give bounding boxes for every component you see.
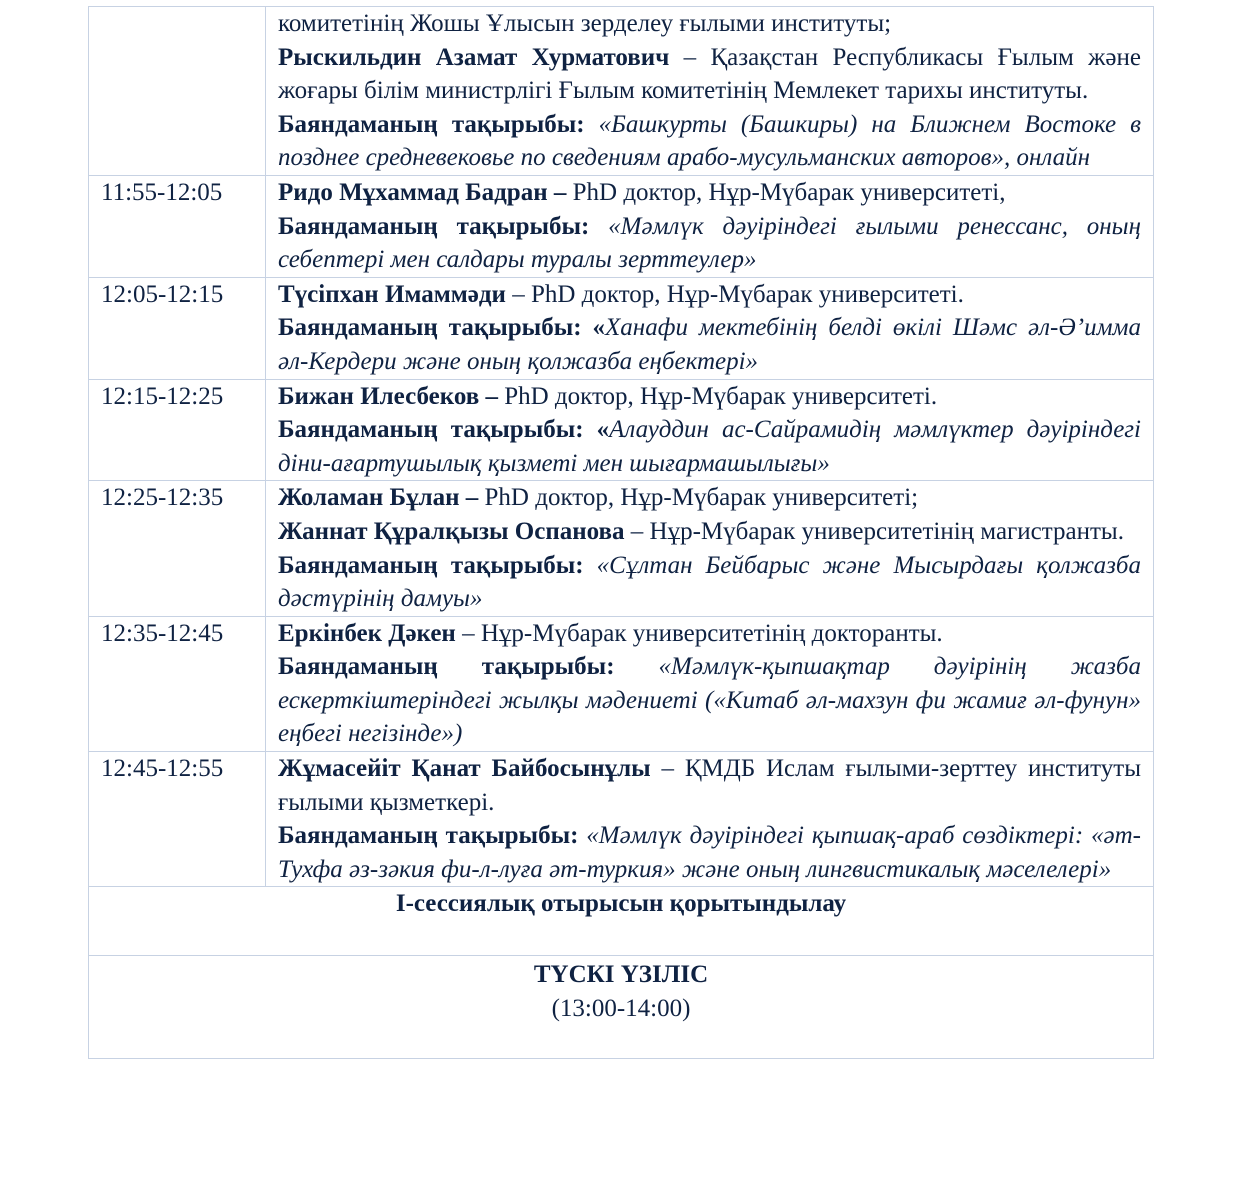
program-row — [89, 175, 1154, 277]
speaker-entry — [278, 752, 1141, 819]
program-row — [89, 481, 1154, 616]
speaker-entry — [278, 176, 1141, 210]
topic-label: Баяндаманың тақырыбы: « — [278, 416, 610, 444]
time-cell — [89, 481, 266, 616]
program-row — [89, 277, 1154, 379]
speaker-cell — [266, 379, 1154, 481]
speaker-name: Жұмасейіт Қанат Байбосынұлы — [278, 755, 651, 783]
speaker-name: Бижан Илесбеков – — [278, 382, 505, 410]
speaker-cell — [266, 481, 1154, 616]
speaker-entry — [278, 41, 1141, 108]
speaker-affiliation: – PhD доктор, Нұр-Мүбарак университеті. — [505, 280, 964, 308]
time-slot: 12:45-12:55 — [101, 755, 224, 783]
report-topic — [278, 819, 1141, 886]
lunch-time: (13:00-14:00) — [551, 995, 691, 1023]
topic-title: «Мәмлүк-қыпшақтар дәуірінің жазба ескерткіштеріндегі жылқы мәдениеті («Китаб әл-махзун фи жамиғ әл-фунун» еңбегі негізінде») — [278, 653, 1141, 748]
time-cell — [89, 379, 266, 481]
speaker-name: Түсіпхан Имаммәди — [278, 280, 506, 308]
speaker-name: Ридо Мұхаммад Бадран – — [278, 178, 573, 206]
speaker-name: Еркінбек Дәкен — [278, 619, 456, 647]
report-topic — [278, 311, 1141, 378]
topic-label: Баяндаманың тақырыбы: — [278, 653, 615, 681]
speaker-entry — [278, 380, 1141, 414]
speaker-entry — [278, 278, 1141, 312]
speaker-affiliation: – Қазақстан Республикасы Ғылым және жоғары білім министрлігі Ғылым комитетінің Мемлекет тарихы институты. — [278, 43, 1141, 105]
topic-title: «Мәмлүк дәуіріндегі қыпшақ-араб сөздіктері: «әт-Тухфа әз-зәкия фи-л-луға әт-туркия» және оның лингвистикалық мәселелері» — [278, 822, 1141, 883]
time-slot: 12:25-12:35 — [101, 484, 224, 512]
report-topic — [278, 549, 1141, 616]
topic-label: Баяндаманың тақырыбы: — [278, 212, 590, 240]
report-topic — [278, 413, 1141, 480]
report-topic — [278, 210, 1141, 277]
affiliation-text — [278, 7, 1141, 41]
speaker-affiliation: PhD доктор, Нұр-Мүбарак университеті; — [484, 484, 919, 512]
speaker-affiliation: – Нұр-Мүбарак университетінің докторанты. — [455, 619, 943, 647]
program-row — [89, 752, 1154, 887]
time-cell — [89, 7, 266, 176]
lunch-title: ТҮСКІ ҮЗІЛІС — [533, 961, 709, 989]
speaker-cell — [266, 616, 1154, 751]
time-cell — [89, 616, 266, 751]
plain-text: комитетінің Жошы Ұлысын зерделеу ғылыми институты; — [278, 10, 892, 37]
topic-title: Ханафи мектебінің белді өкілі Шәмс әл-Ә’имма әл-Кердери және оның қолжазба еңбектері» — [278, 314, 1141, 375]
topic-label: Баяндаманың тақырыбы: « — [278, 314, 606, 342]
time-cell — [89, 752, 266, 887]
closing-title: І-сессиялық отырысын қорытындылау — [395, 890, 847, 918]
program-row — [89, 616, 1154, 751]
speaker-entry — [278, 481, 1141, 515]
time-cell — [89, 175, 266, 277]
topic-label: Баяндаманың тақырыбы: — [278, 822, 579, 850]
topic-title: Алауддин ас-Сайрамидің мәмлүктер дәуіріндегі діни-ағартушылық қызметі мен шығармашылығы» — [278, 416, 1141, 477]
topic-label: Баяндаманың тақырыбы: — [278, 551, 584, 579]
speaker-affiliation: PhD доктор, Нұр-Мүбарак университеті. — [504, 382, 938, 410]
speaker-cell — [266, 752, 1154, 887]
topic-label: Баяндаманың тақырыбы: — [278, 110, 585, 138]
program-rows — [89, 7, 1154, 887]
speaker-name: Рыскильдин Азамат Хурматович — [278, 43, 670, 71]
speaker-name: Жоламан Бұлан – — [278, 484, 485, 512]
closing-cell — [89, 887, 1154, 956]
topic-title: «Башкурты (Башкиры) на Ближнем Востоке в позднее средневековье по сведениям арабо-мусульманских авторов», онлайн — [278, 110, 1141, 172]
speaker-cell — [266, 7, 1154, 176]
report-topic — [278, 650, 1141, 751]
time-slot: 12:35-12:45 — [101, 619, 224, 647]
lunch-cell — [89, 956, 1154, 1059]
time-slot: 12:15-12:25 — [101, 382, 224, 410]
speaker-affiliation: – Нұр-Мүбарак университетінің магистранты. — [624, 517, 1124, 545]
program-table — [88, 6, 1154, 1059]
speaker-cell — [266, 175, 1154, 277]
speaker-entry — [278, 515, 1141, 549]
speaker-entry — [278, 617, 1141, 651]
lunch-row — [89, 956, 1154, 1059]
report-topic — [278, 108, 1141, 175]
time-cell — [89, 277, 266, 379]
program-row — [89, 7, 1154, 176]
time-slot: 11:55-12:05 — [101, 178, 223, 206]
topic-title: «Сұлтан Бейбарыс және Мысырдағы қолжазба дәстүрінің дамуы» — [278, 551, 1141, 613]
topic-title: «Мәмлүк дәуіріндегі ғылыми ренессанс, оның себептері мен салдары туралы зерттеулер» — [278, 212, 1141, 274]
speaker-name: Жаннат Құралқызы Оспанова — [278, 517, 625, 545]
program-row — [89, 379, 1154, 481]
speaker-cell — [266, 277, 1154, 379]
speaker-affiliation: – ҚМДБ Ислам ғылыми-зерттеу институты ғылыми қызметкері. — [278, 755, 1141, 816]
closing-row — [89, 887, 1154, 956]
time-slot: 12:05-12:15 — [101, 280, 224, 308]
speaker-affiliation: PhD доктор, Нұр-Мүбарак университеті, — [572, 178, 1006, 206]
